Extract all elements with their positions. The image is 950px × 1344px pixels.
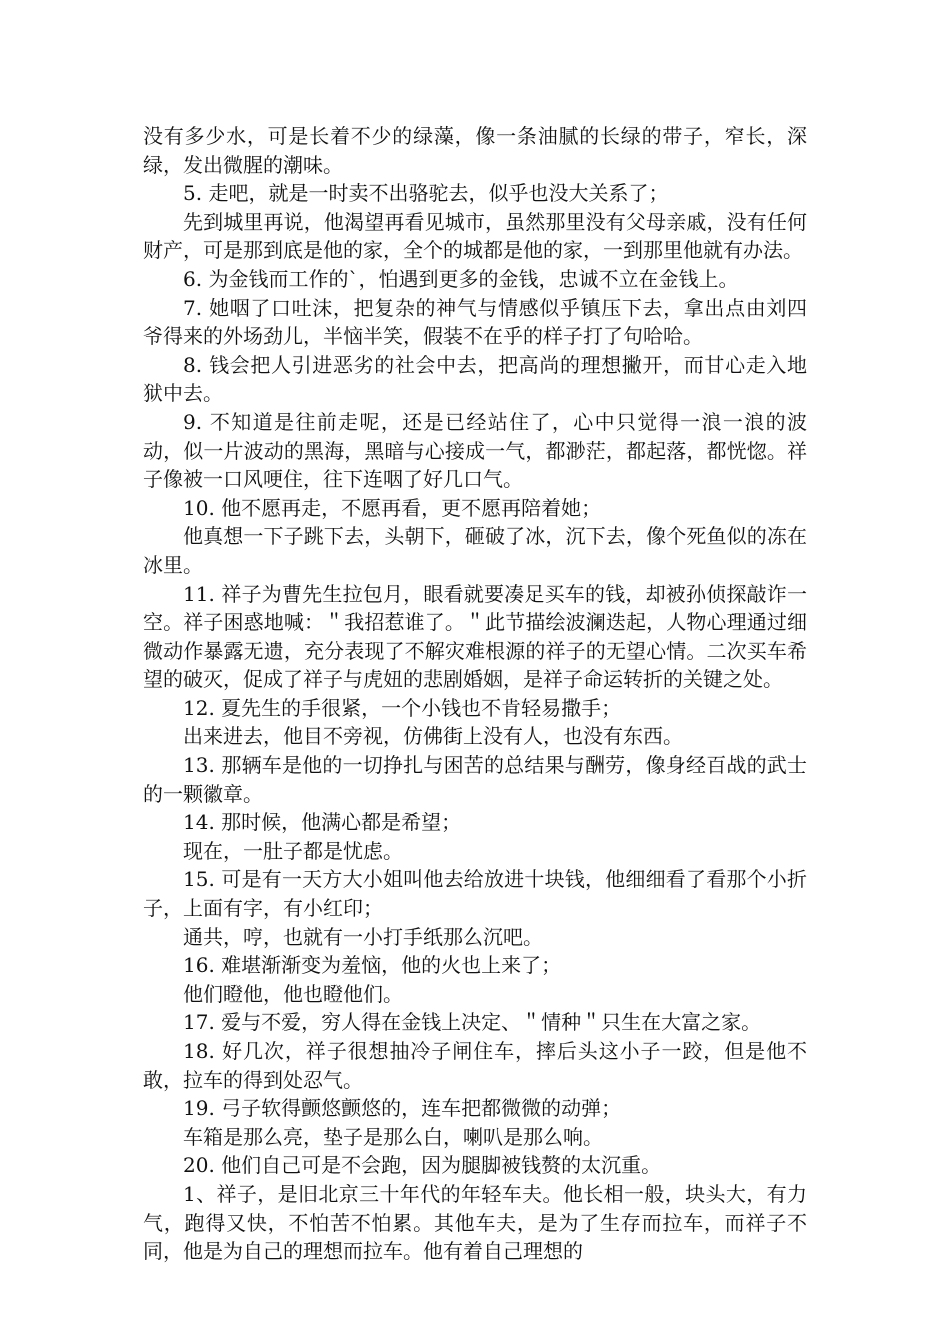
paragraph: 17. 爱与不爱，穷人得在金钱上决定、＂情种＂只生在大富之家。 bbox=[183, 1010, 762, 1035]
paragraph: 16. 难堪渐渐变为羞恼，他的火也上来了； bbox=[183, 953, 562, 978]
paragraph: 14. 那时候，他满心都是希望； bbox=[183, 810, 462, 835]
paragraph: 20. 他们自己可是不会跑，因为腿脚被钱赘的太沉重。 bbox=[183, 1153, 662, 1178]
paragraph: 18. 好几次，祥子很想抽冷子闸住车，摔后头这小子一跤，但是他不敢，拉车的得到处忍气。 bbox=[143, 1039, 807, 1092]
paragraph: 现在，一肚子都是忧虑。 bbox=[183, 838, 403, 863]
document-body bbox=[143, 122, 807, 1266]
paragraph: 通共，哼，也就有一小打手纸那么沉吧。 bbox=[183, 924, 543, 949]
paragraph: 出来进去，他目不旁视，仿佛街上没有人，也没有东西。 bbox=[183, 724, 683, 749]
paragraph: 他们瞪他，他也瞪他们。 bbox=[183, 981, 403, 1006]
paragraph: 车箱是那么亮，垫子是那么白，喇叭是那么响。 bbox=[183, 1124, 603, 1149]
paragraph: 9. 不知道是往前走呢，还是已经站住了，心中只觉得一浪一浪的波动，似一片波动的黑海，黑暗与心接成一气，都渺茫，都起落，都恍惚。祥子像被一口风哽住，往下连咽了好几口气。 bbox=[143, 409, 807, 492]
paragraph: 15. 可是有一天方大小姐叫他去给放进十块钱，他细细看了看那个小折子，上面有字，有小红印； bbox=[143, 867, 807, 921]
paragraph: 19. 弓子软得颤悠颤悠的，连车把都微微的动弹； bbox=[183, 1096, 622, 1121]
paragraph: 5. 走吧，就是一时卖不出骆驼去，似乎也没大关系了； bbox=[183, 181, 669, 206]
paragraph: 12. 夏先生的手很紧，一个小钱也不肯轻易撒手； bbox=[183, 695, 622, 720]
paragraph: 先到城里再说，他渴望再看见城市，虽然那里没有父母亲戚，没有任何财产，可是那到底是他的家，全个的城都是他的家，一到那里他就有办法。 bbox=[143, 209, 807, 263]
paragraph: 10. 他不愿再走，不愿再看，更不愿再陪着她； bbox=[183, 495, 602, 520]
paragraph: 11. 祥子为曹先生拉包月，眼看就要凑足买车的钱，却被孙侦探敲诈一空。祥子困惑地喊：＂我招惹谁了。＂此节描绘波澜迭起，人物心理通过细微动作暴露无遗，充分表现了不解灾难根源的祥子的无望心情。二次买车希望的破灭，促成了祥子与虎妞的悲剧婚姻，是祥子命运转折的关键之处。 bbox=[143, 581, 807, 692]
paragraph: 8. 钱会把人引进恶劣的社会中去，把高尚的理想撇开，而甘心走入地狱中去。 bbox=[143, 352, 807, 406]
paragraph: 13. 那辆车是他的一切挣扎与困苦的总结果与酬劳，像身经百战的武士的一颗徽章。 bbox=[143, 753, 807, 806]
paragraph: 6. 为金钱而工作的`，怕遇到更多的金钱，忠诚不立在金钱上。 bbox=[183, 266, 739, 291]
paragraph: 7. 她咽了口吐沫，把复杂的神气与情感似乎镇压下去，拿出点由刘四爷得来的外场劲儿，半恼半笑，假装不在乎的样子打了句哈哈。 bbox=[143, 295, 807, 349]
paragraph: 他真想一下子跳下去，头朝下，砸破了冰，沉下去，像个死鱼似的冻在冰里。 bbox=[143, 524, 807, 577]
paragraph: 没有多少水，可是长着不少的绿藻，像一条油腻的长绿的带子，窄长，深绿，发出微腥的潮味。 bbox=[143, 124, 807, 177]
paragraph: 1、祥子，是旧北京三十年代的年轻车夫。他长相一般，块头大，有力气，跑得又快，不怕苦不怕累。其他车夫，是为了生存而拉车，而祥子不同，他是为自己的理想而拉车。他有着自己理想的 bbox=[143, 1181, 807, 1264]
